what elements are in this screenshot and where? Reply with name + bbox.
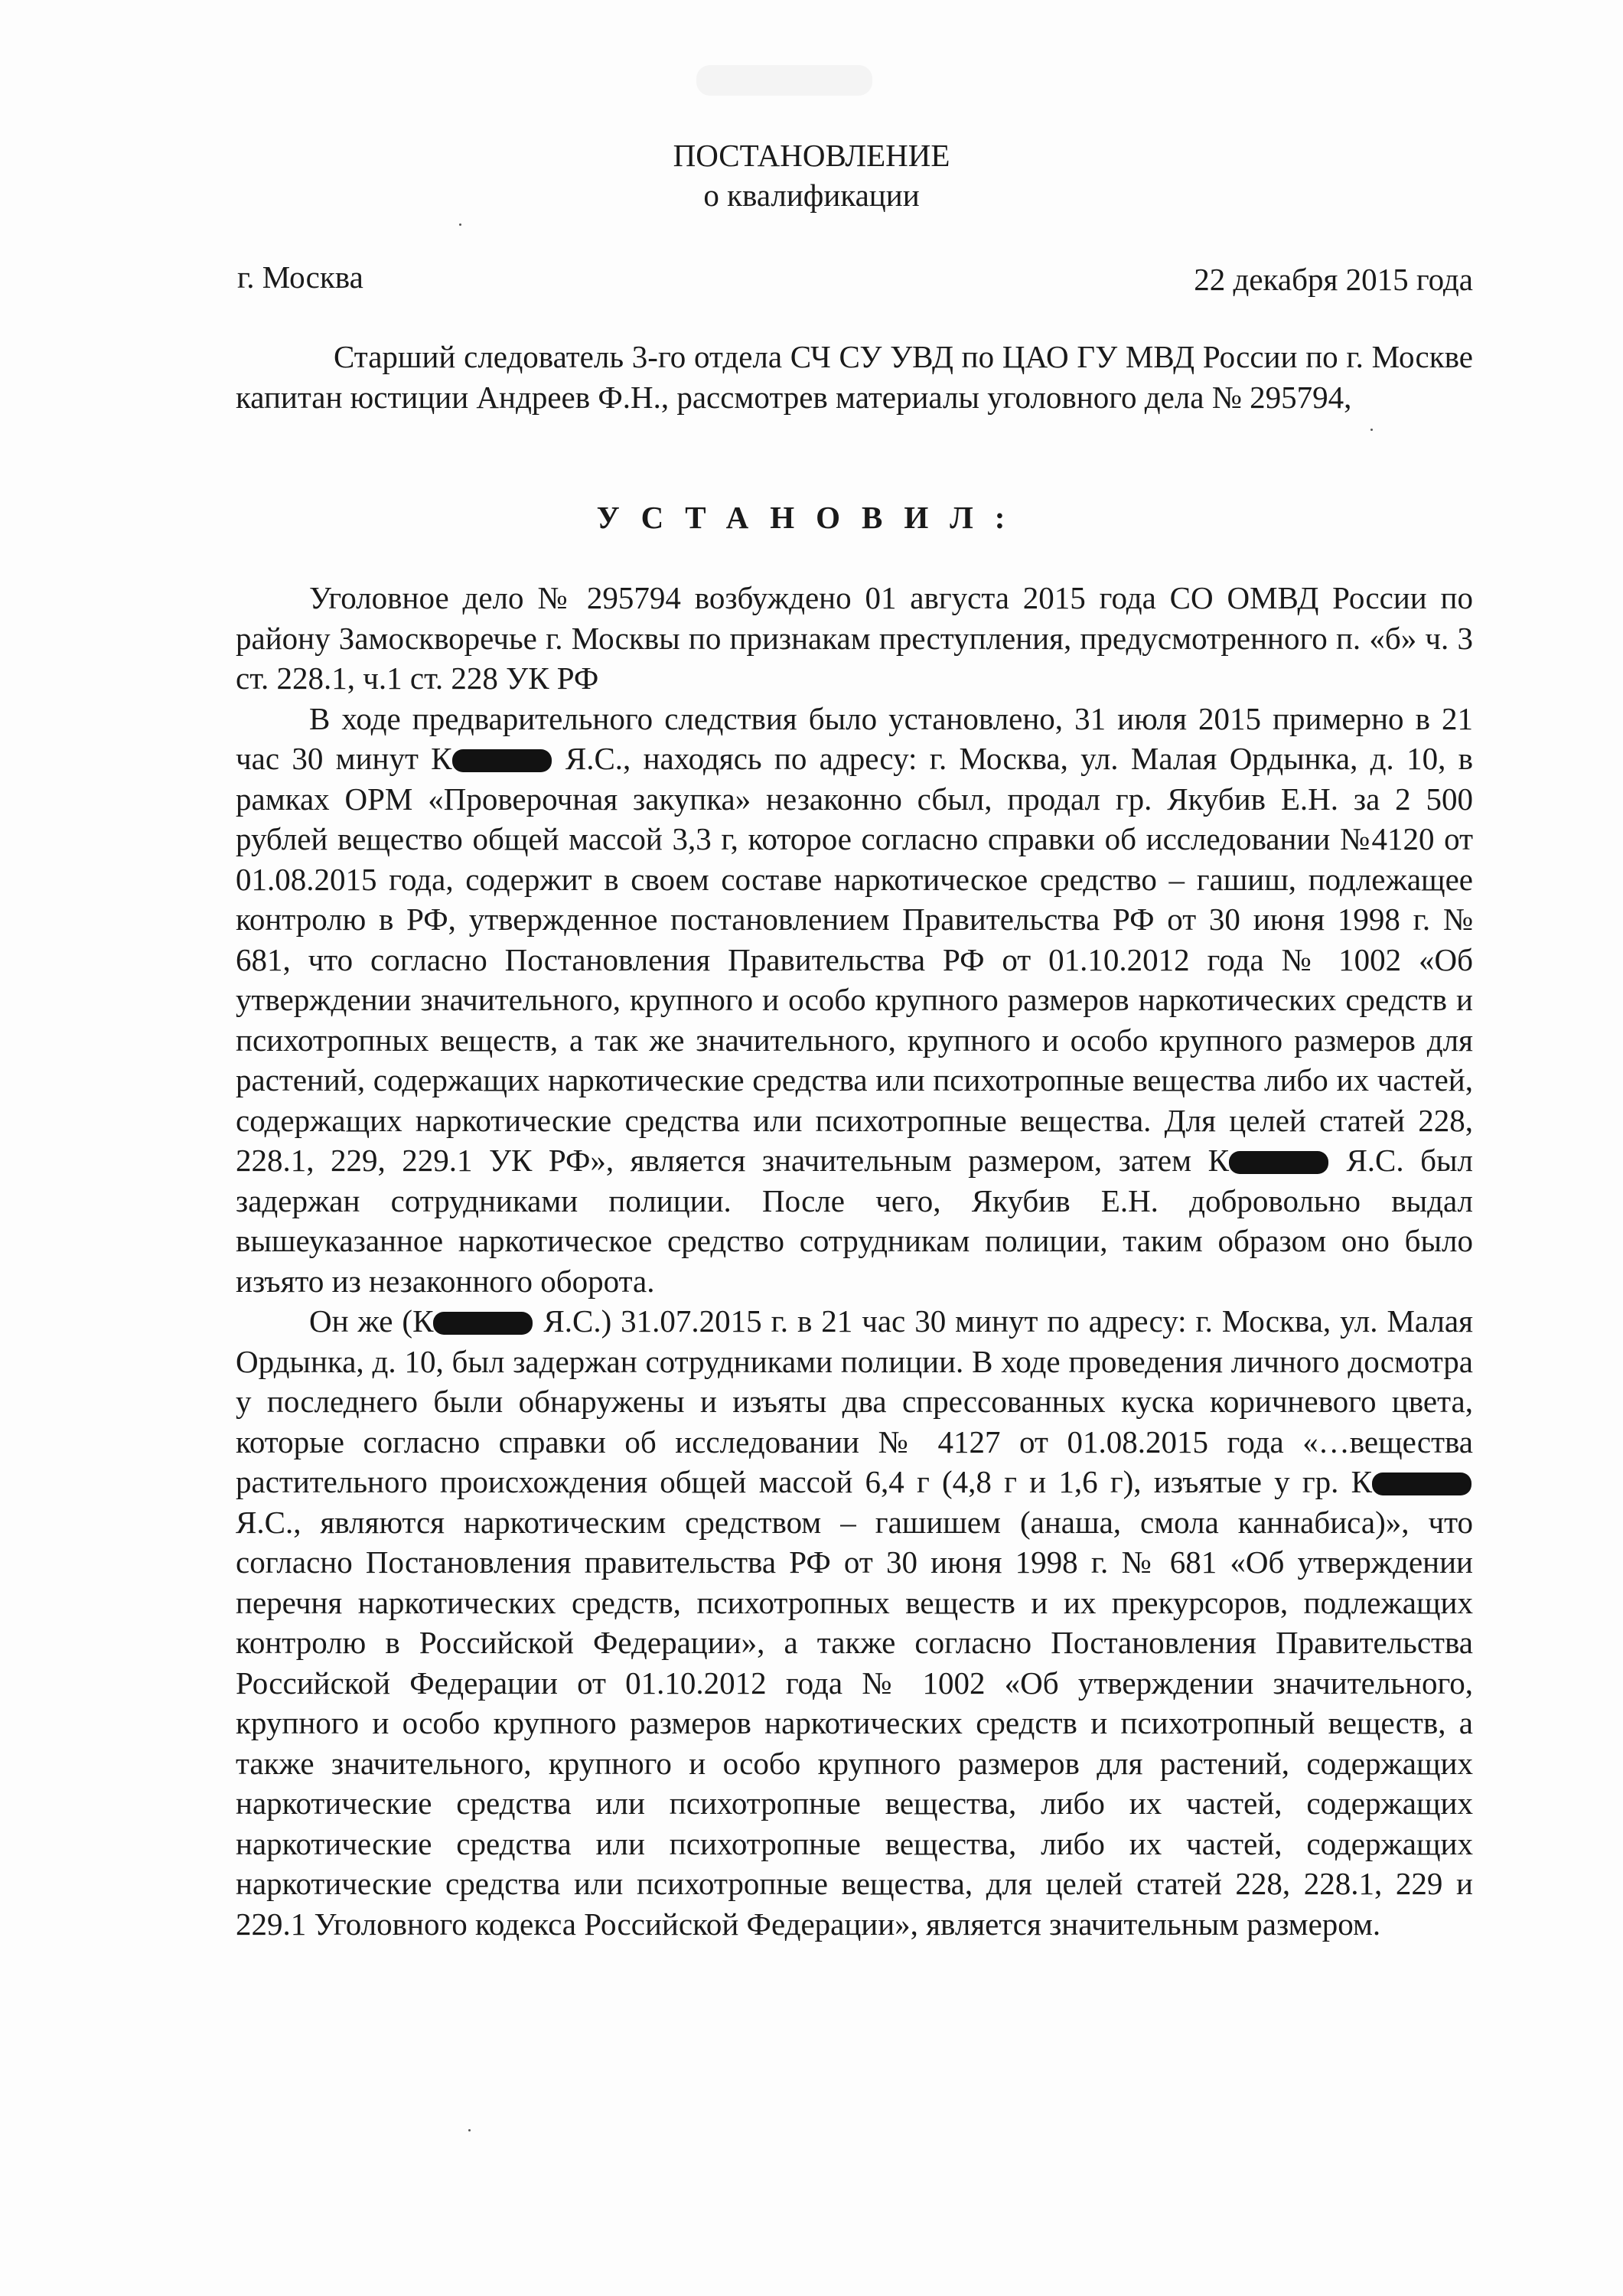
document-place: г. Москва	[237, 259, 363, 295]
scan-smudge	[696, 65, 872, 96]
redaction-mark	[1372, 1473, 1471, 1495]
document-subtitle: о квалификации	[703, 178, 920, 213]
scan-speck	[1370, 429, 1373, 431]
paragraph-investigation	[236, 699, 1473, 1302]
scan-speck	[468, 2129, 471, 2131]
document-date: 22 декабря 2015 года	[1194, 262, 1473, 297]
paragraph-text: Я.С., находясь по адресу: г. Москва, ул. Малая Ордынка, д. 10, в рамках ОРМ «Проверочная закупка» незаконно сбыл, продал гр. Якубив Е.Н. за 2 500 рублей вещество общей массой 3,3 г, которое согласно справки об исследовании №4120 от 01.08.2015 года, содержит в своем составе наркотическое средство – гашиш, подлежащее контролю в РФ, утвержденное постановлением Правительства РФ от 30 июня 1998 г. № 681, что согласно Постановления Правительства РФ от 01.10.2012 года № 1002 «Об утверждении значительного, крупного и особо крупного размеров наркотических средств и психотропных веществ, а так же значительного, крупного и особо крупного размеров для растений, содержащих наркотические средства или психотропные вещества либо их частей, содержащих наркотические средства или психотропные вещества. Для целей статей 228, 228.1, 229, 229.1 УК РФ», является значительным размером, затем К	[236, 741, 1473, 1178]
paragraph-detention	[236, 1301, 1473, 1944]
main-body	[236, 578, 1473, 1944]
redaction-mark	[1229, 1151, 1328, 1174]
section-heading: УСТАНОВИЛ:	[596, 500, 1027, 535]
paragraph-case-opened: Уголовное дело № 295794 возбуждено 01 августа 2015 года СО ОМВД России по району Замоскворечье г. Москвы по признакам преступления, предусмотренного п. «б» ч. 3 ст. 228.1, ч.1 ст. 228 УК РФ	[236, 580, 1473, 696]
paragraph-text: Я.С., являются наркотическим средством – гашишем (анаша, смола каннабиса)», что согласно Постановления правительства РФ от 30 июня 1998 г. № 681 «Об утверждении перечня наркотических средств, психотропных веществ и их прекурсоров, подлежащих контролю в Российской Федерации», а также согласно Постановления Правительства Российской Федерации от 01.10.2012 года № 1002 «Об утверждении значительного, крупного и особо крупного размеров наркотических средств и психотропный веществ, а также значительного, крупного и особо крупного размеров для растений, содержащих наркотические средства или психотропные вещества, либо их частей, содержащих наркотические средства или психотропные вещества, либо их частей, содержащих наркотические средства или психотропные вещества, для целей статей 228, 228.1, 229 и 229.1 Уголовного кодекса Российской Федерации», является значительным размером.	[236, 1504, 1473, 1942]
redaction-mark	[452, 749, 552, 772]
paragraph-text: В ходе предварительного следствия было установлено, 31 июля 2015 примерно в 21 час 30 минут К	[236, 700, 1473, 776]
scan-speck	[459, 223, 461, 226]
intro-paragraph: Старший следователь 3-го отдела СЧ СУ УВД по ЦАО ГУ МВД России по г. Москве капитан юстиции Андреев Ф.Н., рассмотрев материалы уголовного дела № 295794,	[236, 339, 1473, 415]
document-title: ПОСТАНОВЛЕНИЕ	[673, 138, 950, 173]
paragraph-text: Я.С. был задержан сотрудниками полиции. После чего, Якубив Е.Н. добровольно выдал вышеуказанное наркотическое средство сотрудникам полиции, таким образом оно было изъято из незаконного оборота.	[236, 1143, 1474, 1299]
paragraph-text: Я.С.) 31.07.2015 г. в 21 час 30 минут по адресу: г. Москва, ул. Малая Ордынка, д. 10, был задержан сотрудниками полиции. В ходе проведения личного досмотра у последнего были обнаружены и изъяты два спрессованных куска коричневого цвета, которые согласно справки об исследовании № 4127 от 01.08.2015 года «…вещества растительного происхождения общей массой 6,4 г (4,8 г и 1,6 г), изъятые у гр. К	[236, 1303, 1473, 1499]
paragraph-text: Он же (К	[309, 1303, 434, 1339]
redaction-mark	[433, 1312, 533, 1335]
